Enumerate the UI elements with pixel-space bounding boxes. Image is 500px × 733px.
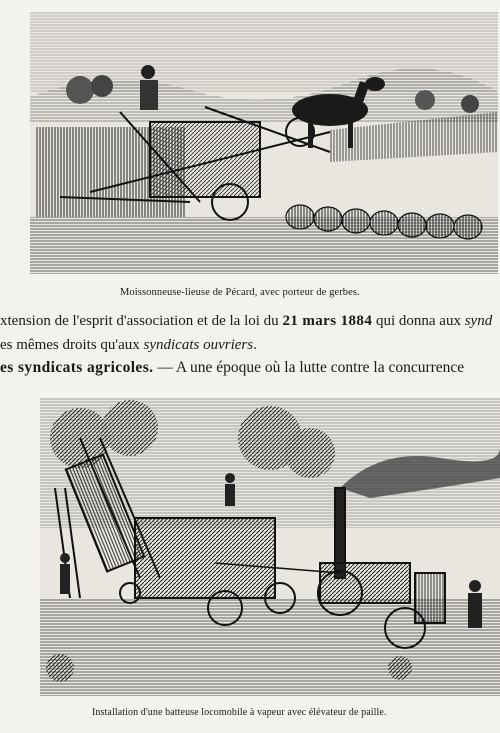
reaper-binder-engraving — [30, 12, 498, 274]
body-text-line — [0, 313, 500, 330]
figure-caption: Moissonneuse-lieuse de Pécard, avec porteur de gerbes. — [120, 287, 360, 298]
body-text: . — [253, 337, 257, 353]
section-heading: es syndicats agricoles. — [0, 359, 154, 376]
body-text: qui donna aux — [372, 313, 465, 329]
body-text: — A une époque où la lutte contre la concurrence — [153, 359, 465, 376]
italic-text: synd — [464, 313, 493, 329]
body-text-line — [0, 337, 500, 354]
reaper-binder-illustration — [30, 12, 498, 274]
section-heading-line — [0, 359, 500, 377]
body-text: xtension de l'esprit d'association et de la loi du — [0, 313, 283, 329]
italic-text: syndicats ouvriers — [143, 337, 254, 353]
date-text: 21 mars 1884 — [282, 313, 373, 329]
body-text: es mêmes droits qu'aux — [0, 337, 144, 353]
steam-thresher-illustration — [40, 398, 500, 696]
figure-caption: Installation d'une batteuse locomobile à vapeur avec élévateur de paille. — [92, 707, 387, 718]
steam-thresher-engraving — [40, 398, 500, 696]
